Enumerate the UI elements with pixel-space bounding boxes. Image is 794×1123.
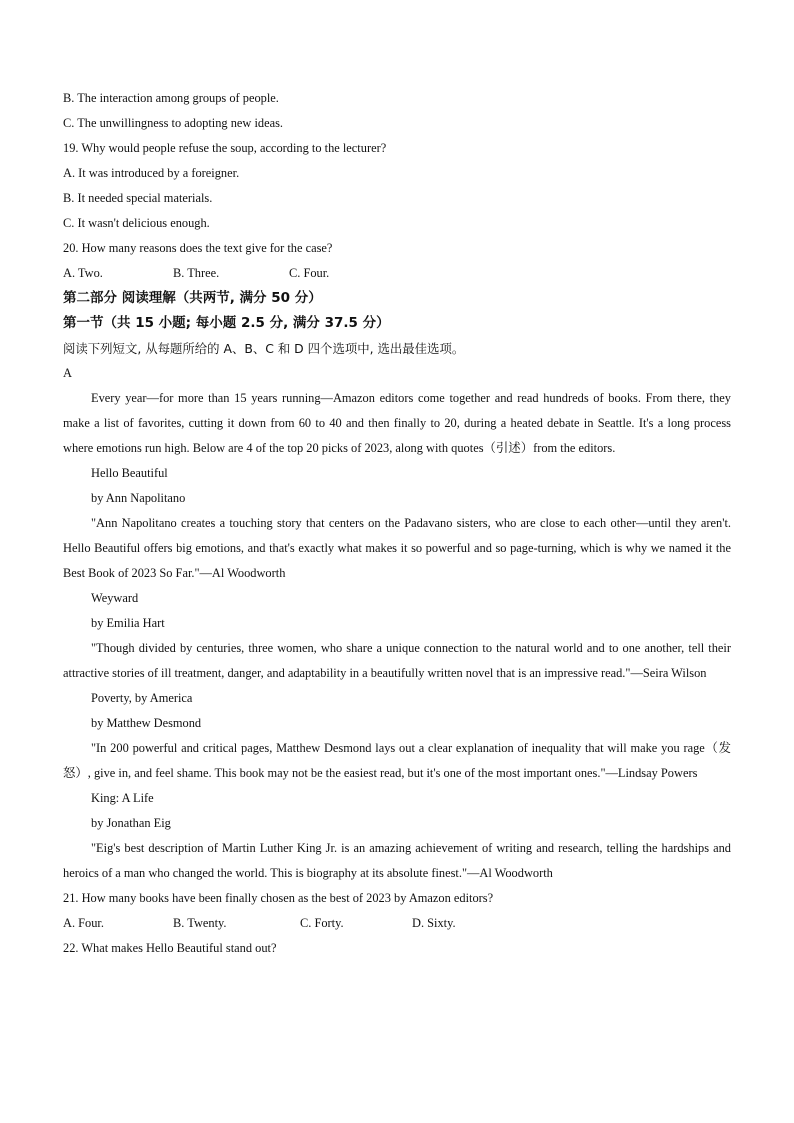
book-title: King: A Life: [91, 791, 154, 805]
book-author: by Matthew Desmond: [91, 716, 202, 730]
book-author: by Emilia Hart: [91, 616, 165, 630]
question-19: 19. Why would people refuse the soup, according to the lecturer?: [63, 141, 387, 155]
q21-option-b: B. Twenty.: [173, 916, 227, 930]
section-instruction: 阅读下列短文, 从每题所给的 A、B、C 和 D 四个选项中, 选出最佳选项。: [63, 341, 465, 356]
passage-intro: Every year—for more than 15 years running—Amazon editors come together and read hundreds of books. From there, they make a list of favorites, cutting it down from 60 to 40 and then finally to 20, during a heated debate in Seattle. It's a long process where emotions run high. Below are 4 of the top 20 picks of 2023, along with quotes（引述）from the editors.: [63, 391, 731, 455]
q20-option-b: B. Three.: [173, 266, 220, 280]
book-quote: "In 200 powerful and critical pages, Matthew Desmond lays out a clear explanation of inequality that will make you rage（发怒）, give in, and feel shame. This book may not be the easiest read, but it's one of the most important ones."—Lindsay Powers: [63, 741, 731, 780]
q19-option-b: B. It needed special materials.: [63, 191, 213, 205]
question-20: 20. How many reasons does the text give for the case?: [63, 241, 333, 255]
exam-page: [63, 86, 731, 961]
q21-option-c: C. Forty.: [300, 916, 344, 930]
question-22: 22. What makes Hello Beautiful stand out?: [63, 941, 277, 955]
book-quote: "Though divided by centuries, three women, who share a unique connection to the natural world and to one another, tell their attractive stories of ill treatment, danger, and adaptability in a beautifully written novel that is an impressive read."—Seira Wilson: [63, 641, 731, 680]
book-title: Hello Beautiful: [91, 466, 168, 480]
book-quote: "Ann Napolitano creates a touching story that centers on the Padavano sisters, who are close to each other—until they aren't. Hello Beautiful offers big emotions, and that's exactly what makes it so powerful and so page-turning, which is why we named it the Best Book of 2023 So Far."—Al Woodworth: [63, 516, 731, 580]
q19-option-c: C. It wasn't delicious enough.: [63, 216, 210, 230]
book-author: by Jonathan Eig: [91, 816, 171, 830]
q20-option-c: C. Four.: [289, 266, 330, 280]
q19-option-a: A. It was introduced by a foreigner.: [63, 166, 240, 180]
book-title: Weyward: [91, 591, 139, 605]
option-c: C. The unwillingness to adopting new ideas.: [63, 116, 284, 130]
book-author: by Ann Napolitano: [91, 491, 186, 505]
q21-options: [63, 911, 731, 936]
book-quote: "Eig's best description of Martin Luther King Jr. is an amazing achievement of writing and research, telling the hardships and heroics of a man who changed the world. This is biography at its absolute finest."—Al Woodworth: [63, 841, 731, 880]
question-21: 21. How many books have been finally chosen as the best of 2023 by Amazon editors?: [63, 891, 494, 905]
section-subtitle: 第一节（共 15 小题; 每小题 2.5 分, 满分 37.5 分）: [63, 315, 390, 331]
q20-options: [63, 261, 731, 286]
passage-label: A: [63, 366, 72, 380]
q21-option-d: D. Sixty.: [412, 916, 456, 930]
option-b: B. The interaction among groups of people.: [63, 91, 279, 105]
book-title: Poverty, by America: [91, 691, 193, 705]
section-title: 第二部分 阅读理解（共两节, 满分 50 分）: [63, 290, 322, 306]
q21-option-a: A. Four.: [63, 916, 104, 930]
q20-option-a: A. Two.: [63, 266, 103, 280]
